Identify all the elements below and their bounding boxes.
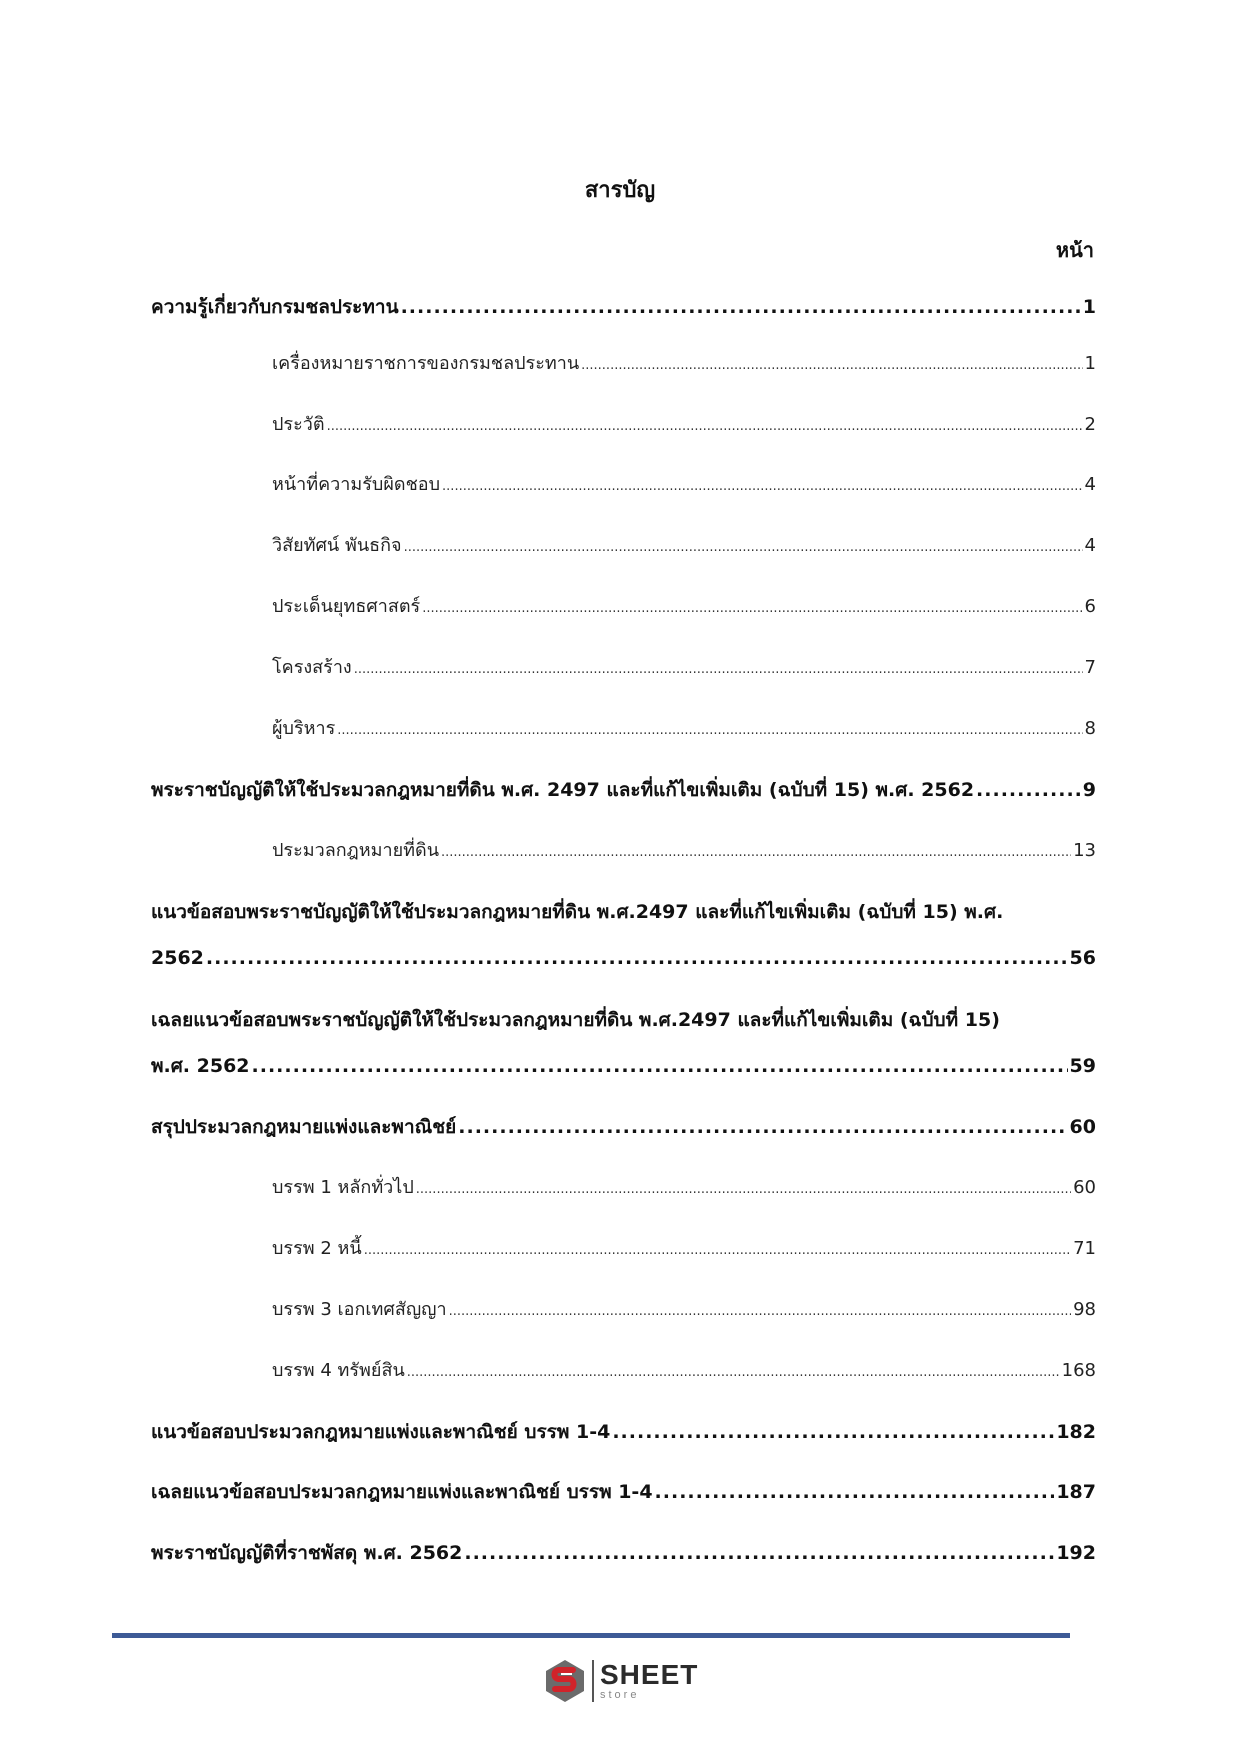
toc-entry-label: ประวัติ (272, 414, 325, 435)
toc-entry-label: ผู้บริหาร (272, 718, 336, 739)
toc-entry[interactable] (272, 838, 1096, 866)
toc-entry-label: แนวข้อสอบประมวลกฎหมายแพ่งและพาณิชย์ บรรพ 1-4 (151, 1421, 611, 1443)
toc-leader-dots (581, 353, 1082, 379)
toc-entry[interactable] (151, 1540, 1096, 1566)
toc-leader-dots (404, 535, 1083, 561)
logo-wordmark (600, 1661, 698, 1701)
toc-entry-page: 2 (1084, 414, 1096, 435)
toc-entry[interactable] (272, 351, 1096, 379)
toc-entry-page: 182 (1056, 1421, 1096, 1443)
toc-entry-label: โครงสร้าง (272, 657, 352, 678)
toc-entry-page: 192 (1056, 1542, 1096, 1564)
toc-leader-dots (407, 1360, 1060, 1386)
toc-entry-page: 7 (1084, 657, 1096, 678)
toc-entry[interactable] (272, 716, 1096, 744)
toc-entry-label: ประเด็นยุทธศาสตร์ (272, 596, 421, 617)
toc-entry[interactable] (272, 533, 1096, 561)
toc-entry-label-line1[interactable]: แนวข้อสอบพระราชบัญญัติให้ใช้ประมวลกฎหมายที่ดิน พ.ศ.2497 และที่แก้ไขเพิ่มเติม (ฉบับที่ 15) พ.ศ. (151, 901, 1004, 923)
toc-leader-dots (441, 840, 1071, 866)
toc-entry[interactable] (272, 412, 1096, 440)
toc-entry[interactable] (151, 945, 1096, 971)
toc-entry-label: 2562 (151, 947, 204, 969)
toc-leader-dots (458, 1114, 1067, 1140)
toc-entry-page: 71 (1073, 1238, 1096, 1259)
toc-leader-dots (327, 414, 1083, 440)
toc-entry-page: 187 (1056, 1481, 1096, 1503)
toc-entry[interactable] (151, 294, 1096, 320)
logo-brand: SHEET (600, 1659, 699, 1690)
toc-leader-dots (364, 1238, 1071, 1264)
toc-entry[interactable] (272, 472, 1096, 500)
toc-entry-label: หน้าที่ความรับผิดชอบ (272, 474, 441, 495)
toc-leader-dots (252, 1053, 1068, 1079)
toc-entry-page: 6 (1084, 596, 1096, 617)
toc-entry-page: 1 (1082, 296, 1096, 318)
toc-leader-dots (655, 1479, 1055, 1505)
toc-entry-page: 4 (1084, 535, 1096, 556)
toc-entry-label: บรรพ 1 หลักทั่วไป (272, 1177, 414, 1198)
toc-entry[interactable] (272, 1175, 1096, 1203)
toc-leader-dots (612, 1419, 1054, 1445)
toc-leader-dots (449, 1299, 1071, 1325)
toc-entry[interactable] (151, 1053, 1096, 1079)
toc-entry-label: พระราชบัญญัติที่ราชพัสดุ พ.ศ. 2562 (151, 1542, 463, 1564)
toc-entry-page: 8 (1084, 718, 1096, 739)
toc-leader-dots (422, 596, 1082, 622)
toc-leader-dots (401, 294, 1081, 320)
toc-entry-label: บรรพ 2 หนี้ (272, 1238, 362, 1259)
toc-entry[interactable] (272, 594, 1096, 622)
footer-logo (542, 1658, 698, 1704)
toc-entry-label: พ.ศ. 2562 (151, 1055, 250, 1077)
page-title: สารบัญ (584, 178, 656, 203)
toc-entry-page: 56 (1069, 947, 1096, 969)
toc-entry-page: 60 (1073, 1177, 1096, 1198)
toc-leader-dots (442, 474, 1083, 500)
toc-entry-page: 9 (1082, 779, 1096, 801)
toc-leader-dots (464, 1540, 1054, 1566)
toc-entry-label-line1[interactable]: เฉลยแนวข้อสอบพระราชบัญญัติให้ใช้ประมวลกฎหมายที่ดิน พ.ศ.2497 และที่แก้ไขเพิ่มเติม (ฉบับที่ 15) (151, 1009, 1000, 1031)
toc-entry-label: พระราชบัญญัติให้ใช้ประมวลกฎหมายที่ดิน พ.ศ. 2497 และที่แก้ไขเพิ่มเติม (ฉบับที่ 15) พ.ศ. 2562 (151, 779, 975, 801)
toc-leader-dots (976, 777, 1081, 803)
sheet-store-s-icon (542, 1658, 588, 1704)
logo-brand-sub: store (600, 1689, 640, 1701)
toc-entry-page: 168 (1061, 1360, 1096, 1381)
toc-entry[interactable] (151, 1479, 1096, 1505)
toc-entry[interactable] (151, 777, 1096, 803)
toc-entry-page: 60 (1069, 1116, 1096, 1138)
toc-leader-dots (354, 657, 1083, 683)
toc-entry-label: เฉลยแนวข้อสอบประมวลกฎหมายแพ่งและพาณิชย์ บรรพ 1-4 (151, 1481, 653, 1503)
toc-entry-label: สรุปประมวลกฎหมายแพ่งและพาณิชย์ (151, 1116, 457, 1138)
toc-entry[interactable] (272, 655, 1096, 683)
toc-entry-label: บรรพ 4 ทรัพย์สิน (272, 1360, 405, 1381)
footer-rule (112, 1633, 1070, 1638)
toc-entry-page: 13 (1073, 840, 1096, 861)
toc-leader-dots (337, 718, 1082, 744)
toc-leader-dots (416, 1177, 1071, 1203)
toc-entry[interactable] (272, 1297, 1096, 1325)
toc-entry[interactable] (272, 1236, 1096, 1264)
toc-entry-page: 1 (1084, 353, 1096, 374)
toc-entry-label: เครื่องหมายราชการของกรมชลประทาน (272, 353, 580, 374)
toc-entry-label: ประมวลกฎหมายที่ดิน (272, 840, 439, 861)
toc-entry[interactable] (272, 1358, 1096, 1386)
toc-entry[interactable] (151, 1114, 1096, 1140)
toc-entry-page: 98 (1073, 1299, 1096, 1320)
logo-divider (592, 1660, 594, 1702)
toc-entry[interactable] (151, 1419, 1096, 1445)
page-column-header: หน้า (1055, 238, 1094, 262)
toc-entry-label: วิสัยทัศน์ พันธกิจ (272, 535, 402, 556)
toc-entry-page: 4 (1084, 474, 1096, 495)
toc-entry-label: บรรพ 3 เอกเทศสัญญา (272, 1299, 447, 1320)
toc-leader-dots (206, 945, 1068, 971)
toc-entry-page: 59 (1069, 1055, 1096, 1077)
toc-entry-label: ความรู้เกี่ยวกับกรมชลประทาน (151, 296, 399, 318)
